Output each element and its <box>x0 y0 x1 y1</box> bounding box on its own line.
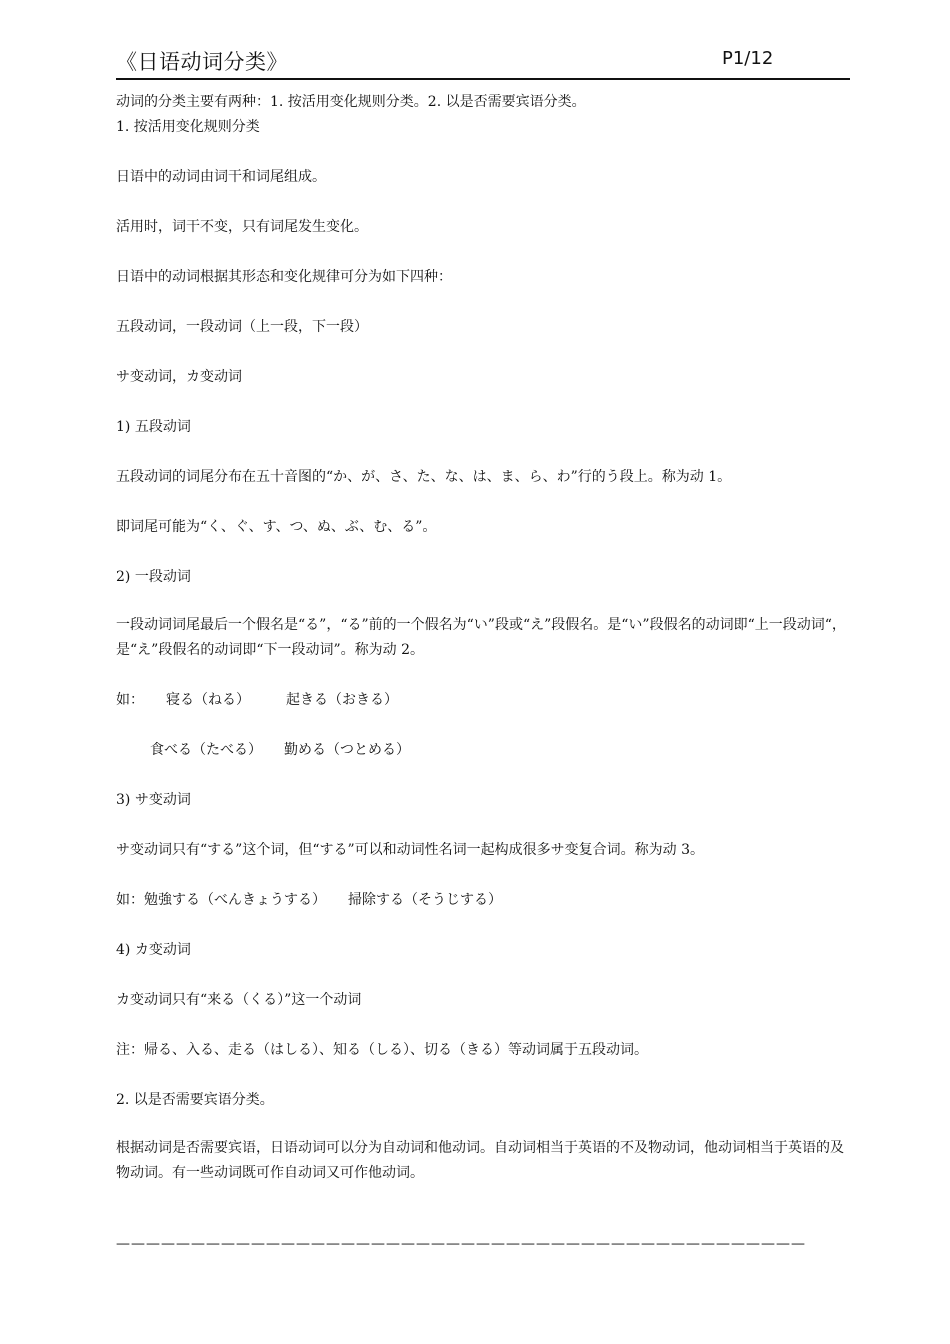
ichidan-heading: 2) 一段动词 <box>116 569 191 585</box>
kahen-heading: 4) カ变动词 <box>116 942 191 958</box>
ichidan-example-row-1 <box>116 688 398 713</box>
footer-divider: —————————————————————————————————————————————— <box>116 1236 806 1252</box>
example-taberu: 食べる（たべる） <box>150 742 262 758</box>
section-2-description: 根据动词是否需要宾语，日语动词可以分为自动词和他动词。自动词相当于英语的不及物动词，他动词相当于英语的及物动词。有一些动词既可作自动词又可作他动词。 <box>116 1140 844 1181</box>
paragraph-godan-ichidan: 五段动词，一段动词（上一段，下一段） <box>116 319 368 335</box>
paragraph-four-types: 日语中的动词根据其形态和变化规律可分为如下四种： <box>116 269 452 285</box>
paragraph-stem-ending: 日语中的动词由词干和词尾组成。 <box>116 169 326 185</box>
sahen-heading: 3) サ变动词 <box>116 792 191 808</box>
example-tsutomeru: 勤める（つとめる） <box>284 742 410 758</box>
section-1-heading: 1. 按活用变化规则分类 <box>116 119 260 135</box>
page-header <box>116 44 850 80</box>
godan-heading: 1) 五段动词 <box>116 419 191 435</box>
example-label: 如： <box>116 892 144 908</box>
page-number: P1/12 <box>722 48 774 69</box>
example-benkyou: 勉強する（べんきょうする） <box>144 892 326 908</box>
godan-endings: 即词尾可能为“く、ぐ、す、つ、ぬ、ぶ、む、る”。 <box>116 519 437 535</box>
kahen-description: カ变动词只有“来る（くる）”这一个动词 <box>116 992 362 1008</box>
section-2-heading: 2. 以是否需要宾语分类。 <box>116 1092 274 1108</box>
example-label: 如： <box>116 692 144 708</box>
paragraph-sahen-kahen: サ变动词，カ变动词 <box>116 369 242 385</box>
paragraph-conjugation: 活用时，词干不变，只有词尾发生变化。 <box>116 219 368 235</box>
sahen-description: サ变动词只有“する”这个词，但“する”可以和动词性名词一起构成很多サ变复合词。称为动 3。 <box>116 842 704 858</box>
godan-description: 五段动词的词尾分布在五十音图的“か、が、さ、た、な、は、ま、ら、わ”行的う段上。称为动 1。 <box>116 469 732 485</box>
ichidan-example-row-2 <box>150 738 410 763</box>
sahen-examples <box>116 888 502 913</box>
intro-text: 动词的分类主要有两种：1. 按活用变化规则分类。2. 以是否需要宾语分类。 <box>116 94 586 110</box>
ichidan-description: 一段动词词尾最后一个假名是“る”，“る”前的一个假名为“い”段或“え”段假名。是“い”段假名的动词即“上一段动词“，是“え”段假名的动词即“下一段动词”。称为动 2。 <box>116 617 846 658</box>
example-souji: 掃除する（そうじする） <box>348 892 502 908</box>
example-okiru: 起きる（おきる） <box>286 692 398 708</box>
note-text: 注：帰る、入る、走る（はしる）、知る（しる）、切る（きる）等动词属于五段动词。 <box>116 1042 648 1058</box>
document-title: 《日语动词分类》 <box>116 50 288 74</box>
example-neru: 寝る（ねる） <box>166 692 250 708</box>
